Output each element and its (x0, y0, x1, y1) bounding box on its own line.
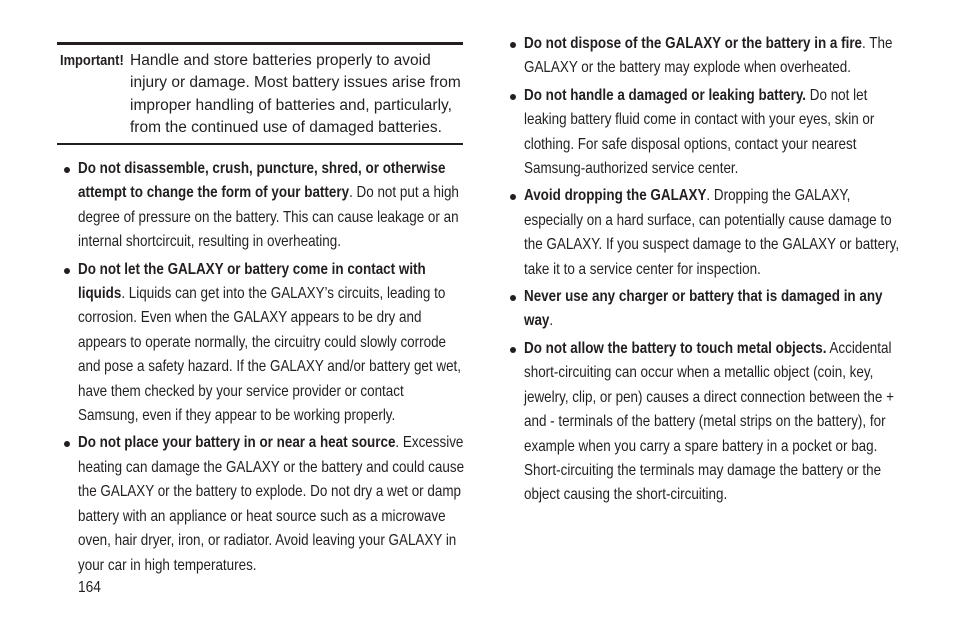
bullet-body: . Do not put a high degree of pressure on the battery. This can cause leakage or an internal shortcircuit, resulting in overheating. (78, 184, 459, 251)
bullet-body: . Liquids can get into the GALAXY’s circuits, leading to corrosion. Even when the GALAXY appears to be dry and appears to operate normally, the circuitry could slowly corrode and pose a safety hazard. If the GALAXY and/or battery get wet, have them checked by your service provider or contact Samsung, even if they appear to be working properly. (78, 285, 462, 425)
bullet-body: . Dropping the GALAXY, especially on a hard surface, can potentially cause damage to the GALAXY. If you suspect damage to the GALAXY or battery, take it to a service center for inspection. (524, 187, 900, 278)
right-bullet-list (508, 32, 918, 511)
bullet-item (508, 32, 918, 81)
bullet-heading: Do not allow the battery to touch metal objects. (524, 339, 827, 357)
bullet-body: . (549, 312, 554, 330)
bullet-body: Accidental short-circuiting can occur when a metallic object (coin, key, jewelry, clip, or pen) causes a direct connection between the + and - terminals of the battery (metal strips on the battery), for example when you carry a spare battery in a pocket or bag. Short-circuiting the terminals may damage the battery or the object causing the short-circuiting. (524, 339, 894, 504)
bullet-heading: Avoid dropping the GALAXY (524, 187, 707, 205)
important-note (57, 42, 463, 145)
bullet-item (62, 431, 472, 577)
bullet-item (508, 84, 918, 182)
bullet-item (62, 258, 472, 429)
bullet-item (508, 184, 918, 282)
bullet-body: . Excessive heating can damage the GALAXY or the battery and could cause the GALAXY or the battery to explode. Do not dry a wet or damp battery with an appliance or heat source such as a microwave oven, hair dryer, iron, or radiator. Avoid leaving your GALAXY in your car in high temperatures. (78, 434, 465, 574)
bullet-heading: Do not place your battery in or near a heat source (78, 434, 396, 452)
left-bullet-list (62, 157, 472, 581)
important-text: Handle and store batteries properly to avoid injury or damage. Most battery issues arise from improper handling of batteries and, particularly, from the continued use of damaged batteries. (130, 52, 461, 136)
bullet-item (62, 157, 472, 255)
bullet-heading: Do not dispose of the GALAXY or the battery in a fire (524, 35, 863, 52)
bullet-heading: Do not let the GALAXY or battery come in contact with liquids (78, 260, 426, 303)
bullet-body: Do not let leaking battery fluid come in contact with your eyes, skin or clothing. For safe disposal options, contact your nearest Samsung-authorized service center. (524, 86, 875, 178)
bullet-body: . The GALAXY or the battery may explode when overheated. (524, 35, 893, 77)
bullet-heading: Do not handle a damaged or leaking battery. (524, 86, 807, 104)
bullet-heading: Do not disassemble, crush, puncture, shred, or otherwise attempt to change the form of your battery (78, 160, 446, 202)
bullet-item (508, 285, 918, 334)
bullet-item (508, 337, 918, 508)
bullet-heading: Never use any charger or battery that is damaged in any way (524, 288, 883, 330)
page-number: 164 (78, 579, 101, 596)
important-label: Important! (60, 52, 124, 69)
